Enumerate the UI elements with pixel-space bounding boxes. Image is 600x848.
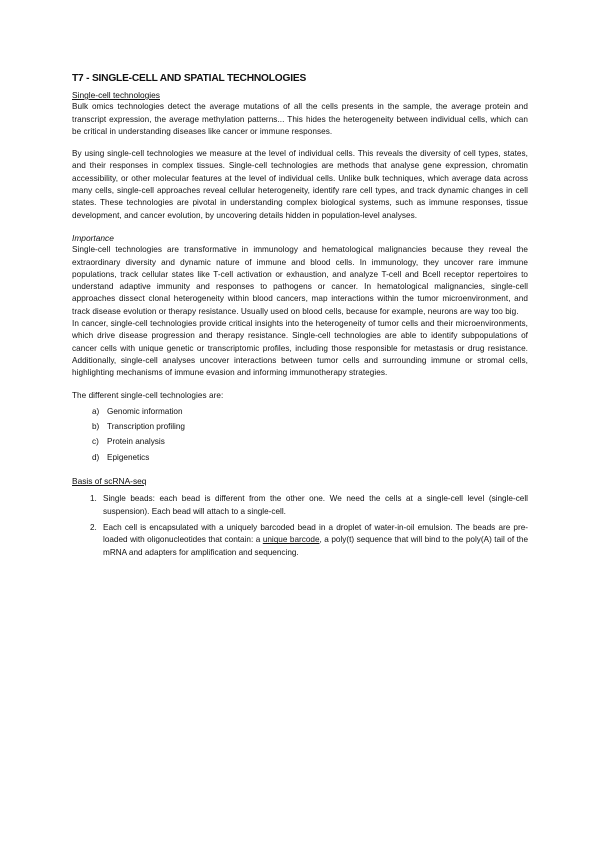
section-heading-scrnaseq: Basis of scRNA-seq xyxy=(72,476,147,487)
paragraph-bulk-omics: Bulk omics technologies detect the average mutations of all the cells presents in the sample, the average protein and transcript expression, the average methylation patterns... This hides the heterogeneity between individual cells, which can be critical in understanding diseases like cancer or immune responses. xyxy=(72,102,528,136)
paragraph-importance-immunology: Single-cell technologies are transformative in immunology and hematological malignancies because they reveal the extraordinary diversity and dynamic nature of immune and blood cells. In immunology, they uncover rare immune populations, track cellular states like T-cell activation or exhaustion, and analyze T-cell and Bcell receptor repertoires to understand adaptive immunity and responses to pathogens or cancer. In hematological malignancies, single-cell approaches dissect clonal heterogeneity within blood cancers, map interactions within the tumor microenvironment, and track disease evolution or therapy resistance. Usually used on blood cells, because for example, neurons are way too big. xyxy=(72,245,528,316)
scrnaseq-steps-list xyxy=(72,493,528,558)
section-heading-single-cell: Single-cell technologies xyxy=(72,90,160,100)
list-item: 2. Each cell is encapsulated with a uniquely barcoded bead in a droplet of water-in-oil emulsion. The beads are pre-loaded with oligonucleotides that contain: a unique barcode, a poly(t) sequence that will bind to the poly(A) tail of the mRNA and adapters for amplification and sequencing. xyxy=(90,522,528,557)
list-item: 1. Single beads: each bead is different from the other one. We need the cells at a single-cell level (single-cell suspension). Each bead will attach to a single-cell. xyxy=(90,494,528,516)
list-item: b) Transcription profiling xyxy=(92,422,185,432)
section-heading-importance: Importance xyxy=(72,232,114,243)
list-item: c) Protein analysis xyxy=(92,437,165,447)
page-title: T7 - SINGLE-CELL AND SPATIAL TECHNOLOGIES xyxy=(72,73,307,84)
unique-barcode-term: unique barcode xyxy=(262,535,320,545)
technologies-intro: The different single-cell technologies are: xyxy=(72,390,224,400)
list-item: d) Epigenetics xyxy=(92,452,150,462)
technologies-list xyxy=(72,404,528,465)
list-item: a) Genomic information xyxy=(92,406,183,416)
document-page xyxy=(72,72,528,559)
paragraph-importance-cancer: In cancer, single-cell technologies provide critical insights into the heterogeneity of tumor cells and their microenvironments, which drive disease progression and therapy resistance. Single-cell technologies are able to identify subpopulations of cancer cells with unique genetic or transcriptomic profiles, including those responsible for metastasis or drug resistance. Additionally, single-cell analyses uncover interactions between tumor cells and surrounding immune or stromal cells, highlighting mechanisms of immune evasion and informing immunotherapy strategies. xyxy=(72,319,528,378)
paragraph-single-cell-intro: By using single-cell technologies we measure at the level of individual cells. This reveals the diversity of cell types, states, and their responses in complex tissues. Single-cell technologies are methods that analyse gene expression, chromatin accessibility, or other molecular features at the level of individual cells. Unlike bulk techniques, which average data across many cells, single-cell approaches reveal cellular heterogeneity, identify rare cell types, and track dynamic changes in cell states. These technologies are pivotal in understanding complex biological systems, such as immune responses, tissue development, and cancer evolution, by uncovering details hidden in population-level analyses. xyxy=(72,149,528,220)
